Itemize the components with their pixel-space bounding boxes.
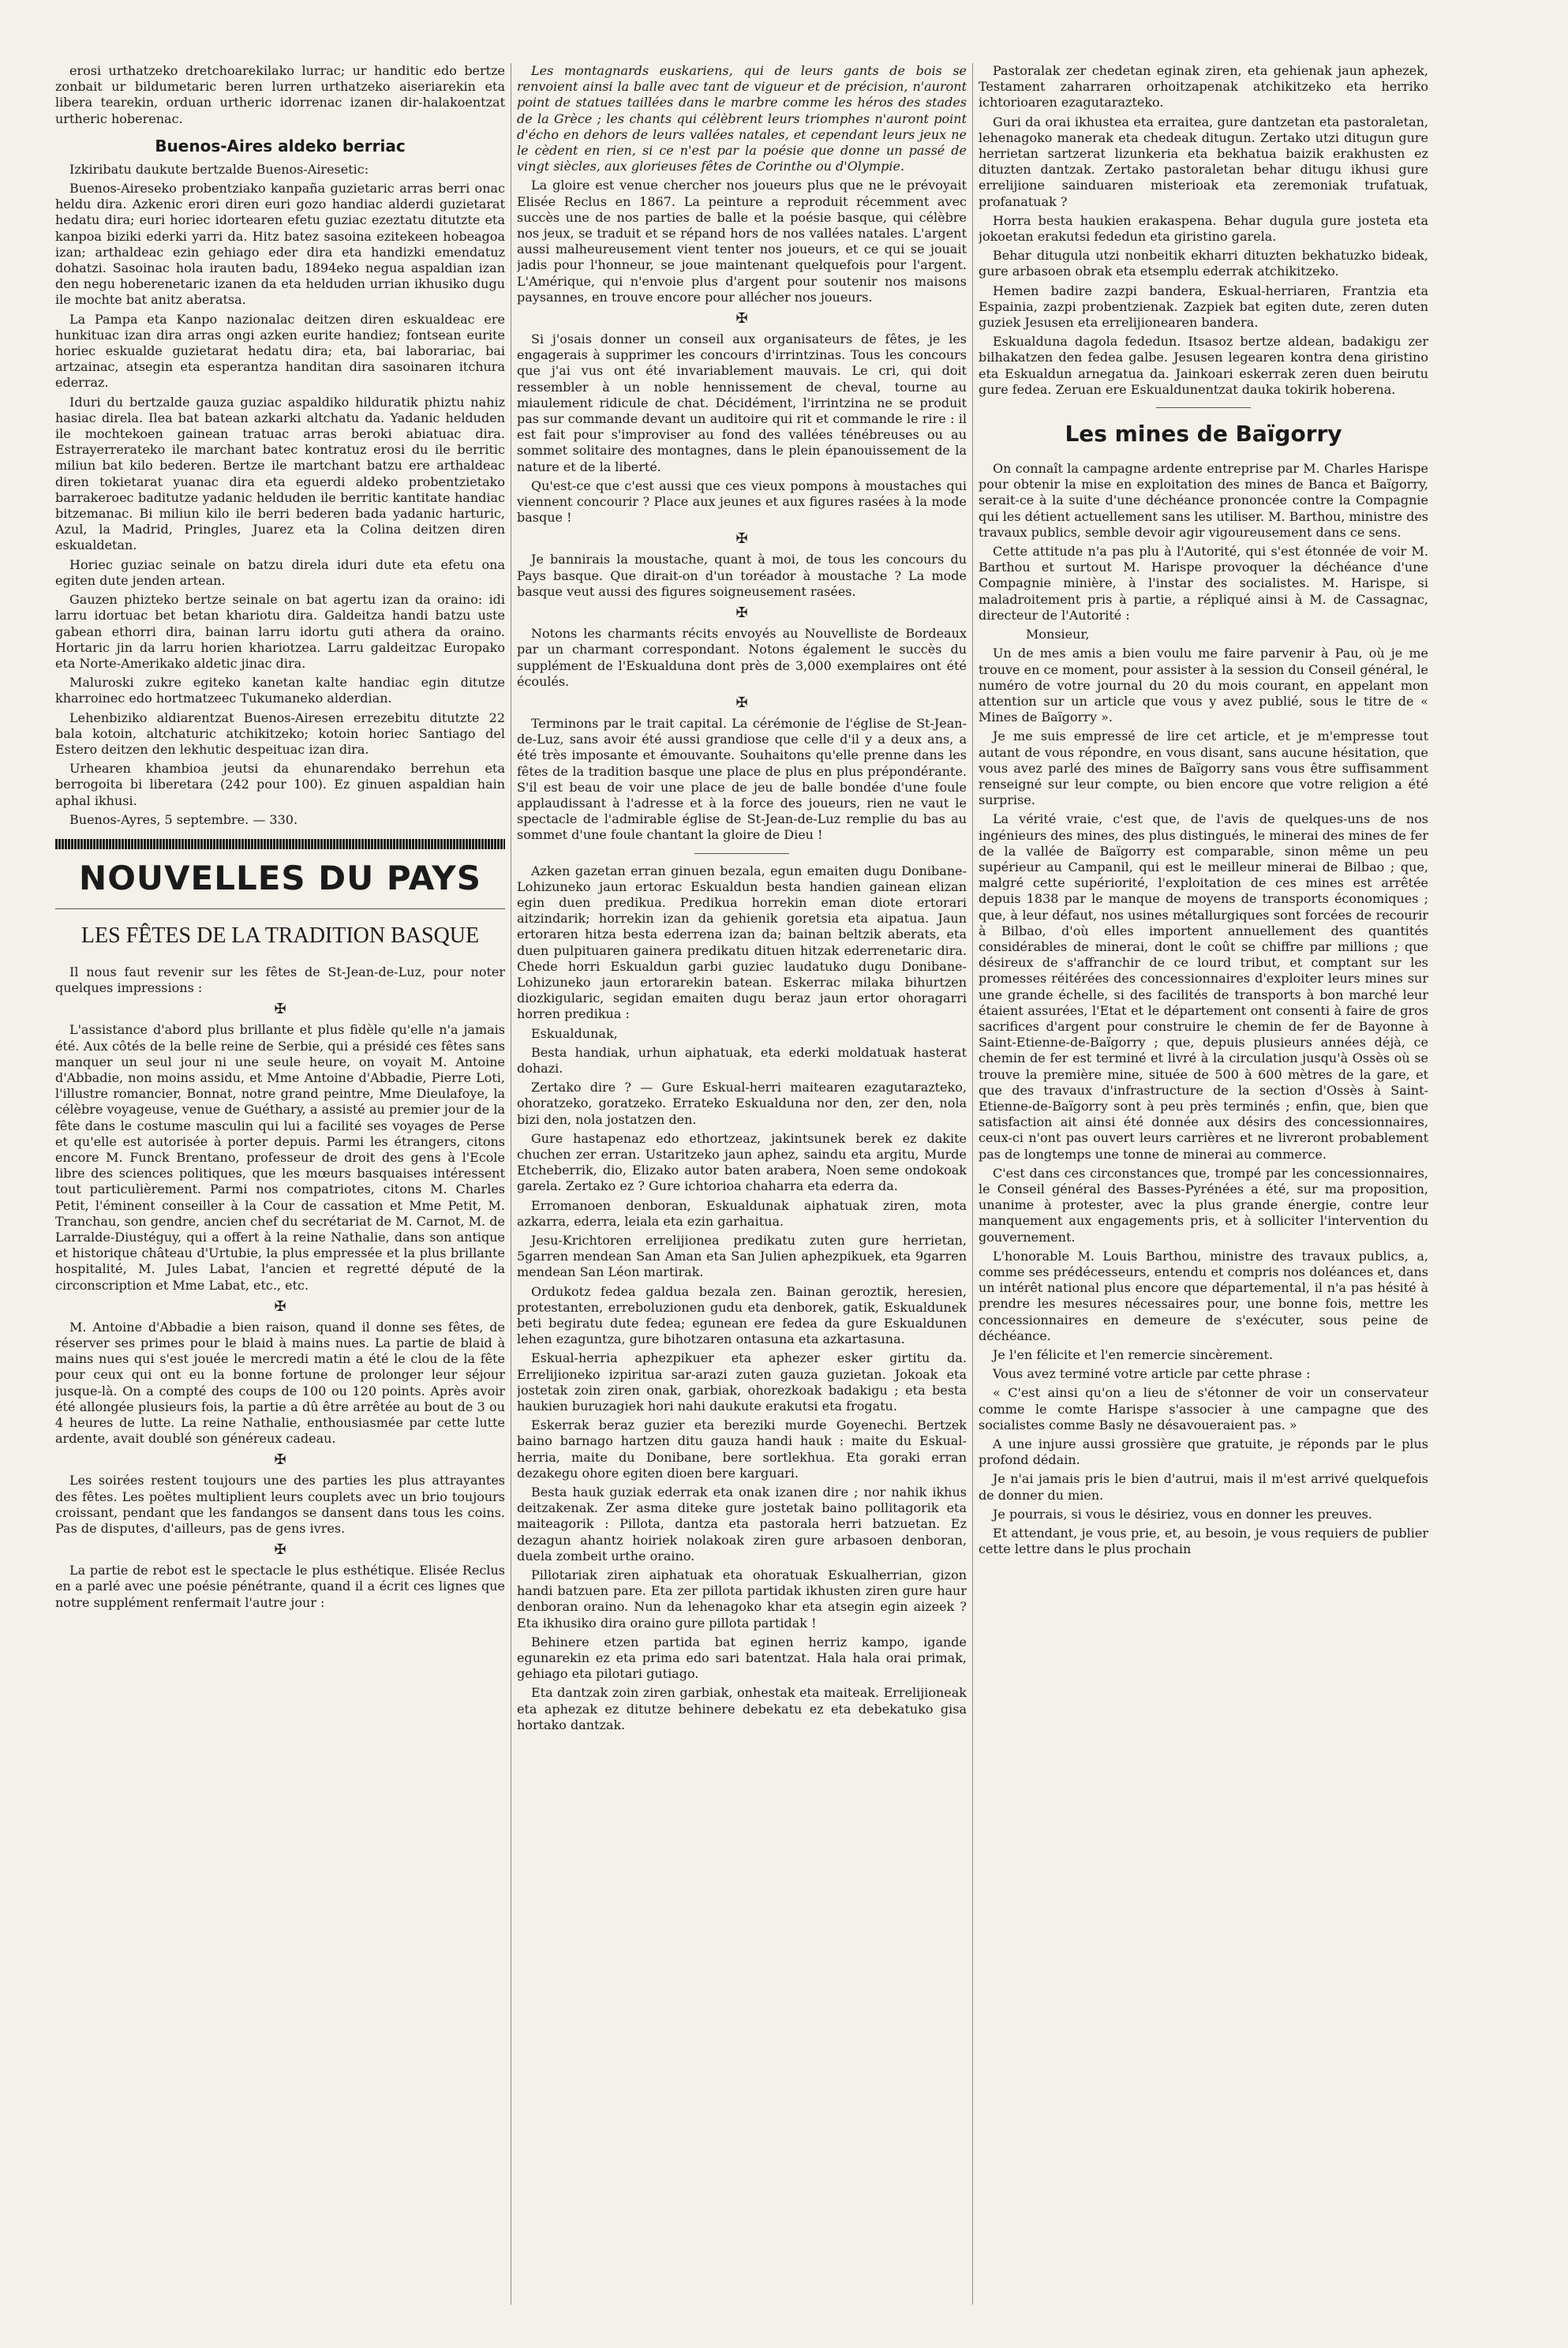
fetes-intro: Il nous faut revenir sur les fêtes de St-Jean-de-Luz, pour noter quelques impressions : xyxy=(55,964,505,996)
sermon-paragraph: Zertako dire ? — Gure Eskual-herri maitearen ezagutarazteko, ohoratzeko, goratzeko. Errateko Eskualduna nor den, zer den, nola bizi den, nola jostatzen den. xyxy=(517,1080,967,1127)
buenos-aires-paragraph: Buenos-Ayres, 5 septembre. — 330. xyxy=(69,811,298,827)
cross-ornament-icon: ✠ xyxy=(735,310,748,328)
letter-salutation: Monsieur, xyxy=(1026,627,1090,642)
sermon-paragraph: Horra besta haukien erakaspena. Behar dugula gure josteta eta jokoetan erakutsi fededun eta giristino garela. xyxy=(979,212,1428,245)
sermon-paragraph: Behar ditugula utzi nonbeitik ekharri dituzten bekhatuzko bideak, gure arbasoen obrak eta etsemplu ederrak atchikitzeko. xyxy=(979,248,1428,279)
fetes-paragraph: Qu'est-ce que c'est aussi que ces vieux pompons à moustaches qui viennent concourir ? Place aux jeunes et aux figures rasées à la mode basque ! xyxy=(517,477,967,526)
buenos-aires-paragraph: Buenos-Aireseko probentziako kanpaña guzietaric arras berri onac heldu dira. Azkenic erori diren euri gozo handiac alderdi guzietarat hedatu dira; euri horiec idortearen efetu guziac ezeztatu ditutzte eta kanpoa biziki ederki yarri da. Hitz batez sasoina ezitekeen hobeagoa izan; arthaldeac ezin gehiago eder dira eta handizki emendatuz dohatzi. Sasoinac hola irauten badu, 1894eko negua aspaldian izan den negu hoberenetaric izanen da eta helduden urrian ikhusiko dugu ile mochte bat anitz aberatsa. xyxy=(55,181,505,308)
col1-intro xyxy=(55,63,505,127)
sermon-paragraph: Hemen badire zazpi bandera, Eskual-herriaren, Frantzia eta Espainia, zazpi probentzienak. Zazpiek bat egiten dute, zeren duten guziek Jesusen eta errelijionearen bandera. xyxy=(979,283,1428,331)
letter-paragraph: C'est dans ces circonstances que, trompé par les concessionnaires, le Conseil général des Basses-Pyrénées a été, sur ma proposition, unanime à protester, avec la plus grande énergie, contre leur manquement aux engagements pris, et à solliciter l'intervention du gouvernement. xyxy=(979,1165,1428,1245)
fetes-tradition-heading: LES FÊTES DE LA TRADITION BASQUE xyxy=(55,908,505,949)
sermon-paragraph: Eskual-herria aphezpikuer eta aphezer esker girtitu da. Errelijioneko izpiritua sar-arazi zuten gauza guzietan. Jokoak eta jostetak zoin ziren onak, garbiak, ohorezkoak badakigu ; eta besta haukien buruzagiek hori nahi daukute erakutsi eta frogatu. xyxy=(517,1350,967,1414)
basque-sermon xyxy=(517,863,967,1734)
letter-paragraph: Je n'ai jamais pris le bien d'autrui, mais il m'est arrivé quelquefois de donner du mien. xyxy=(979,1471,1428,1503)
letter-paragraph: Vous avez terminé votre article par cette phrase : xyxy=(993,1366,1311,1382)
fetes-paragraph: Notons les charmants récits envoyés au Nouvelliste de Bordeaux par un charmant correspondant. Notons également le succès du supplément de l'Eskualduna dont près de 3,000 exemplaires ont été écoulés. xyxy=(517,626,967,689)
newspaper-page xyxy=(55,63,1468,2305)
sermon-paragraph: Jesu-Krichtoren errelijionea predikatu zuten gure herrietan, 5garren mendean San Aman eta San Julien aphezpikuek, eta 9garren mendean San Léon martirak. xyxy=(517,1233,967,1280)
fetes-paragraph: Si j'osais donner un conseil aux organisateurs de fêtes, je les engagerais à supprimer les concours d'irrintzinas. Tous les concours que j'ai vus ont été invariablement mauvais. Le cri, qui doit ressembler à un noble hennissement de cheval, tourne au miaulement ridicule de chat. Décidément, l'irrintzina ne se produit pas sur commande devant un auditoire qui rit et commande le rire : il est fait pour s'improviser au fond des vallées ténébreuses ou au sommet solitaire des montagnes, dans le plein épanouissement de la nature et de la liberté. xyxy=(517,331,967,474)
letter-paragraph: Un de mes amis a bien voulu me faire parvenir à Pau, où je me trouve en ce moment, pour assister à la session du Conseil général, le numéro de votre journal du 20 du mois courant, en appelant mon attention sur un article que vous y avez publié, sous le titre de « Mines de Baïgorry ». xyxy=(979,646,1428,725)
sermon-paragraph: Besta hauk guziak ederrak eta onak izanen dire ; nor nahik ikhus deitzakenak. Zer asma diteke gure jostetak baino pollitagorik eta maiteagorik : Pillota, dantza eta pastorala herri batzuetan. Ez dezagun ahantz hoiriek nolakoak ziren gure arbasoen denboran, duela zombeit urthe oraino. xyxy=(517,1485,967,1563)
sermon-paragraph: Besta handiak, urhun aiphatuak, eta ederki moldatuak hasterat dohazi. xyxy=(517,1044,967,1076)
mines-paragraph: Cette attitude n'a pas plu à l'Autorité, qui s'est étonnée de voir M. Barthou et surtout M. Harispe provoquer la déchéance d'une Compagnie minière, à l'instar des socialistes. M. Harispe, si maladroitement pris à partie, a répliqué ainsi à M. de Cassagnac, directeur de l'Autorité : xyxy=(979,544,1428,623)
section-rule xyxy=(55,839,505,849)
fetes-paragraph: L'assistance d'abord plus brillante et plus fidèle qu'elle n'a jamais été. Aux côtés de la belle reine de Serbie, qui a présidé ces fêtes sans manquer un seul jour ni une seule heure, on voyait M. Antoine d'Abbadie, non moins assidu, et Mme Antoine d'Abbadie, Pierre Loti, l'illustre romancier, Bonnat, notre grand peintre, Mme Dieulafoye, la célèbre voyageuse, venue de Guéthary, a assisté au premier jour de la fête dans le costume masculin qui lui a facilité ses voyages de Perse et qu'elle est autorisée à porter depuis. Parmi les étrangers, citons encore M. Funck Brentano, professeur de droit des gens à l'Ecole libre des sciences politiques, que les mœurs basquaises intéressent tout particulièrement. Parmi nos compatriotes, citons M. Charles Petit, l'éminent conseiller à la Cour de cassation et Mme Petit, M. Tranchau, son gendre, ancien chef du secrétariat de M. Carnot, M. de Larralde-Diustéguy, qui a offert à la reine Nathalie, dans son antique et historique château d'Urtubie, la plus empressée et la plus brillante hospitalité, M. Jules Labat, l'ancien et regretté député de la circonscription et Mme Labat, etc., etc. xyxy=(55,1022,505,1293)
buenos-aires-article xyxy=(55,162,505,828)
cross-ornament-icon: ✠ xyxy=(735,530,748,548)
mines-paragraph: On connaît la campagne ardente entreprise par M. Charles Harispe pour obtenir la mise en exploitation des mines de Banca et Baïgorry, serait-ce à la suite d'une déchéance prononcée contre la Compagnie qui les détient actuellement sans les utiliser. M. Barthou, ministre des travaux publics, semble devoir agir vigoureusement dans ce sens. xyxy=(979,461,1428,540)
fetes-paragraph: M. Antoine d'Abbadie a bien raison, quand il donne ses fêtes, de réserver ses primes pour le blaid à mains nues. La partie de blaid à mains nues qui s'est jouée le mercredi matin a été le clou de la fête pour ceux qui ont eu la bonne fortune de prolonger leur séjour jusque-là. On a compté des coups de 100 ou 120 points. Après avoir été allongée plusieurs fois, la partie a dû être arrêtée au bout de 3 ou 4 heures de lutte. La reine Nathalie, enthousiasmée par cette lutte ardente, avait doublé son généreux cadeau. xyxy=(55,1319,505,1447)
buenos-aires-paragraph: Maluroski zukre egiteko kanetan kalte handiac egin ditutze kharroinec edo hortmatzeec Tukumaneko alderdian. xyxy=(55,675,505,706)
buenos-aires-heading: Buenos-Aires aldeko berriac xyxy=(155,136,406,155)
sermon-paragraph: Azken gazetan erran ginuen bezala, egun emaiten dugu Donibane-Lohizuneko jaun ertorac Eskualdun besta handien gainean elizan egin duen predikua. Predikua horrekin eman diote ertorari aitzindarik; horrekin izan da gehienik goretsia eta aipatua. Jaun ertoraren hitza besta ederrena izan da; bainan beltzik aberats, eta duen pulpituaren gainera predikatu dituen hitzak ederrenetaric dira. Chede horri Eskualdun garbi guziec laudatuko dugu Donibane-Lohizuneko jaun ertorarekin batean. Eskerrac milaka bihurtzen diozkigularic, segidan emaiten dugu beraz jaun ertor ohoragarri horren predikua : xyxy=(517,863,967,1022)
column-divider xyxy=(972,63,973,2305)
letter-paragraph: « C'est ainsi qu'on a lieu de s'étonner de voir un conservateur comme le comte Harispe s'associer à une campagne que des socialistes comme Basly ne désavoueraient pas. » xyxy=(979,1385,1428,1432)
cross-ornament-icon: ✠ xyxy=(274,1001,286,1018)
cross-ornament-icon: ✠ xyxy=(274,1451,286,1469)
sermon-paragraph: Ordukotz fedea galdua bezala zen. Bainan geroztik, heresien, protestanten, erreboluzionen gudu eta denborek, gatik, Eskualdunek beti begiratu dute fedea; egunean ere fedea da gure Eskualdunen lehen ezaguntza, gure bihotzaren ontasuna eta azkartasuna. xyxy=(517,1283,967,1347)
column-1 xyxy=(55,63,505,2305)
buenos-aires-paragraph: Horiec guziac seinale on batzu direla iduri dute eta efetu ona egiten dute jenden artean. xyxy=(55,556,505,588)
section-separator xyxy=(694,853,789,854)
fetes-paragraph: La gloire est venue chercher nos joueurs plus que ne le prévoyait Elisée Reclus en 1867. La peinture a reproduit récemment avec succès une de nos parties de balle et la poésie basque, qui célèbre nos jeux, se traduit et se répand hors de nos vallées natales. L'argent aussi malheureusement vient tenter nos joueurs, et ce qui se jouait jadis pour l'honneur, se joue maintenant quelquefois pour l'argent. L'Amérique, qui n'envoie plus d'argent pour soutenir nos maisons paysannes, en trouve encore pour allécher nos joueurs. xyxy=(517,178,967,305)
cross-ornament-icon: ✠ xyxy=(735,605,748,622)
sermon-paragraph: Eskualdunak, xyxy=(531,1025,618,1041)
buenos-aires-paragraph: Lehenbiziko aldiarentzat Buenos-Airesen errezebitu ditutzte 22 bala kotoin, altchaturic atchikitzeko; kotoin horiec Santiago del Estero deitzen den lekhutic despeituac izan dira. xyxy=(55,710,505,757)
buenos-aires-paragraph: Izkiribatu daukute bertzalde Buenos-Airesetic: xyxy=(69,161,369,177)
sermon-paragraph: Behinere etzen partida bat eginen herriz kampo, igande egunarekin ez eta prima edo sari batentzat. Hala hala orai primak, gehiago eta pilotari gutiago. xyxy=(517,1634,967,1682)
buenos-aires-paragraph: La Pampa eta Kanpo nazionalac deitzen diren eskualdeac ere hunkituac izan dira arras ongi azken eurite handiez; fontsean eurite horiec eskualde guzietarat hedatu dira; eta, bai laborariac, bai artzainac, atsegin eta esperantza handitan dira sasoinaren itchura ederraz. xyxy=(55,311,505,391)
fetes-paragraph: Les soirées restent toujours une des parties les plus attrayantes des fêtes. Les poëtes multiplient leurs couplets avec un brio toujours croissant, pendant que les fandangos se dansent dans tous les coins. Pas de disputes, d'ailleurs, pas de gens ivres. xyxy=(55,1473,505,1537)
buenos-aires-paragraph: Gauzen phizteko bertze seinale on bat agertu izan da oraino: idi larru idortuac bet betan khariotu dira. Galdeitza handi batzu uste gabean ethorri dira, bainan larru idortu guti athera da oraino. Hortaric jin da larru horien khariotzea. Larru galdeitzac Europako eta Norte-Amerikako aldetic jinac dira. xyxy=(55,592,505,671)
sermon-paragraph: Pillotariak ziren aiphatuak eta ohoratuak Eskualherrian, gizon handi batzuen pare. Eta zer pillota partidak ikhusten ziren gure haur denboran oraino. Nun da lehenagoko khar eta atsegin egin aizeek ? Eta ikhusiko dira oraino gure pillota partidak ! xyxy=(517,1567,967,1631)
mines-baigorry-heading: Les mines de Baïgorry xyxy=(1065,421,1342,448)
cross-ornament-icon: ✠ xyxy=(274,1298,286,1315)
reclus-quote: Les montagnards euskariens, qui de leurs gants de bois se renvoient ainsi la balle avec tant de vigueur et de précision, n'auront point de statues taillées dans le marbre comme les héros des stades de la Grèce ; les chants qui célèbrent leurs triomphes n'auront point d'écho en dehors de leurs vallées natales, et cependant leurs jeux ne le cèdent en rien, si ce n'est par la poésie que donne un passé de vingt siècles, aux glorieuses fêtes de Corinthe ou d'Olympie. xyxy=(517,63,967,174)
letter-paragraph: Et attendant, je vous prie, et, au besoin, je vous requiers de publier cette lettre dans le plus prochain xyxy=(979,1526,1428,1557)
sermon-paragraph: Erromanoen denboran, Eskualdunak aiphatuak ziren, mota azkarra, ederra, leiala eta ezin garhaitua. xyxy=(517,1197,967,1229)
sermon-paragraph: Eta dantzak zoin ziren garbiak, onhestak eta maiteak. Errelijioneak eta aphezak ez ditutze behinere debekatu ez eta debekatuko gisa hortako dantzak. xyxy=(517,1685,967,1732)
harispe-letter xyxy=(979,646,1428,1557)
sermon-paragraph: Eskualduna dagola fededun. Itsasoz bertze aldean, badakigu zer bilhakatzen den fedea galbe. Jesusen legearen kontra dena giristino eta Eskualdun arnegatua da. Jainkoari eskerrak zeren duen beirutu gure fedea. Zeruan ere Eskualdunentzat dauka tokirik hoberena. xyxy=(979,334,1428,397)
sermon-paragraph: Guri da orai ikhustea eta erraitea, gure dantzetan eta pastoraletan, lehenagoko manerak eta chedeak ditugun. Zertako utzi ditugun gure herrietan sartzerat lizunkeria eta bekhatua baizik erakhusten ez dituzten dantzak. Zertako pastoraletan behar ditugu ikhusi gure errelijione sainduaren misterioak eta zeremoniak trufatuak, profanatuak ? xyxy=(979,114,1428,209)
letter-paragraph: A une injure aussi grossière que gratuite, je réponds par le plus profond dédain. xyxy=(979,1436,1428,1468)
buenos-aires-paragraph: Urhearen khambioa jeutsi da ehunarendako berrehun eta berrogoita bi liberetara (242 pour 100). Ez ginuen aspaldian hain aphal ikhusi. xyxy=(55,761,505,808)
nouvelles-du-pays-heading: NOUVELLES DU PAYS xyxy=(79,858,481,897)
sermon-paragraph: Eskerrak beraz guzier eta bereziki murde Goyenechi. Bertzek baino barnago hartzen ditu gauza handi hauk : maite du Eskual-herria, maite du Donibane, bere sortlekhua. Eta goraki erran dezakegu ohore egiten dioen bere karguari. xyxy=(517,1417,967,1481)
letter-paragraph: Je l'en félicite et l'en remercie sincèrement. xyxy=(993,1347,1274,1363)
cross-ornament-icon: ✠ xyxy=(274,1541,286,1559)
article-paragraph: erosi urthatzeko dretchoarekilako lurrac; ur handitic edo bertze zonbait ur bildumetaric beren lurren urthatzeko aiseriarekin eta libera tearekin, orduan urtheric idorrenac izanen dir-halakoentzat urtheric hoberenac. xyxy=(55,63,505,126)
basque-sermon-continued xyxy=(979,63,1428,398)
buenos-aires-paragraph: Iduri du bertzalde gauza guziac aspaldiko hilduratik phiztu nahiz hasiac direla. Ilea bat batean azkarki altchatu da. Yadanic helduden ile mochtekoen gainean tratuac arras beroki abiatuac dira. Estrayerrerateko ile marchant batec kontratuz erosi du ile berritic miliun bat kilo bederen. Bertze ile martchant batzu ere arthaldeac diren tokietarat yuanac dira eta eguerdi aldeko probentzietako barrakeroec baditutze yadanic helduden ile berritic kantitate handiac bitzemanac. Bi miliun kilo ile berri bederen bada yadanic harturic, Azul, la Madrid, Pringles, Juarez eta la Colina deitzen diren eskualdetan. xyxy=(55,394,505,553)
sermon-paragraph: Pastoralak zer chedetan eginak ziren, eta gehienak jaun aphezek, Testament zaharraren orhoitzapenak atchikitzeko eta herriko ichtorioaren ezagutarazteko. xyxy=(979,63,1428,110)
letter-paragraph: Je pourrais, si vous le désiriez, vous en donner les preuves. xyxy=(993,1506,1372,1522)
letter-paragraph: La vérité vraie, c'est que, de l'avis de quelques-uns de nos ingénieurs des mines, des plus distingués, le minerai des mines de fer de la vallée de Baïgorry est comparable, sinon même un peu supérieur au Campanil, qui est le meilleur minerai de Bilbao ; que, malgré cette supériorité, l'exploitation de ces mines est arrêtée depuis 1838 par le manque de moyens de transports économiques ; que, à leur défaut, nos usines métallurgiques sont forcées de recourir à Bilbao, d'où elles importent annuellement des quantités considérables de minerai, dont le coût se chiffre par millions ; que désireux de s'affranchir de ce lourd tribut, et comptant sur les promesses réitérées des concessionnaires d'exploiter leurs mines sur une grande échelle, si des facilités de transports à bon marché leur étaient assurées, l'Etat et le département ont consenti à faire de gros sacrifices d'argent pour construire le chemin de fer de Bayonne à Saint-Etienne-de-Baïgorry ; que, depuis plusieurs années déjà, ce chemin de fer est terminé et livré à la circulation jusqu'à Ossès où se trouve la première mine, située de 500 à 600 mètres de la gare, et que des travaux d'infrastructure de la section d'Ossès à Saint-Etienne-de-Baïgorry sont à peu près terminés ; enfin, que, bien que satisfaction ait ainsi été donnée aux désirs des concessionnaires, ceux-ci n'ont pas ouvert leurs carrières et ne livreront probablement pas de longtemps une tonne de minerai au commerce. xyxy=(979,811,1428,1162)
letter-paragraph: L'honorable M. Louis Barthou, ministre des travaux publics, a, comme ses prédécesseurs, entendu et compris nos doléances et, dans un intérêt national plus encore que départemental, il n'a pas hésité à prendre les mesures nécessaires pour, une bonne fois, mettre les concessionnaires en demeure de s'exécuter, sous peine de déchéance. xyxy=(979,1248,1428,1343)
sermon-paragraph: Gure hastapenaz edo ethortzeaz, jakintsunek berek ez dakite chuchen zer erran. Ustaritzeko jaun aphez, saindu eta argitu, Murde Etcheberrik, dio, Elizako autor baten arabera, Noen seme ondokoak garela. Zertako ez ? Gure ichtorioa chaharra eta ederra da. xyxy=(517,1130,967,1194)
column-3 xyxy=(979,63,1428,2305)
section-separator xyxy=(1156,407,1251,408)
fetes-paragraph: Je bannirais la moustache, quant à moi, de tous les concours du Pays basque. Que dirait-on d'un toréador à moustache ? La mode basque veut aussi des figures soigneusement rasées. xyxy=(517,552,967,599)
column-2 xyxy=(517,63,967,2305)
letter-paragraph: Je me suis empressé de lire cet article, et je m'empresse tout autant de vous répondre, en vous disant, sans aucune hésitation, que vous avez parlé des mines de Baïgorry sans vous être suffisamment renseigné sur leur compte, ou bien encore que votre religion a été surprise. xyxy=(979,728,1428,808)
fetes-paragraph: La partie de rebot est le spectacle le plus esthétique. Elisée Reclus en a parlé avec une poésie pénétrante, quand il a écrit ces lignes que notre supplément renfermait l'autre jour : xyxy=(55,1563,505,1610)
cross-ornament-icon: ✠ xyxy=(735,694,748,711)
fetes-paragraph: Terminons par le trait capital. La cérémonie de l'église de St-Jean-de-Luz, sans avoir été aussi grandiose que celle d'il y a deux ans, a été très imposante et émouvante. Souhaitons qu'elle prenne dans les fêtes de la tradition basque une place de plus en plus prépondérante. S'il est beau de voir une place de jeu de balle bondée d'une foule applaudissant à l'adresse et à la force des joueurs, rien ne vaut le spectacle de l'admirable église de St-Jean-de-Luz remplie du bas au sommet d'une foule chantant la gloire de Dieu ! xyxy=(517,715,967,843)
